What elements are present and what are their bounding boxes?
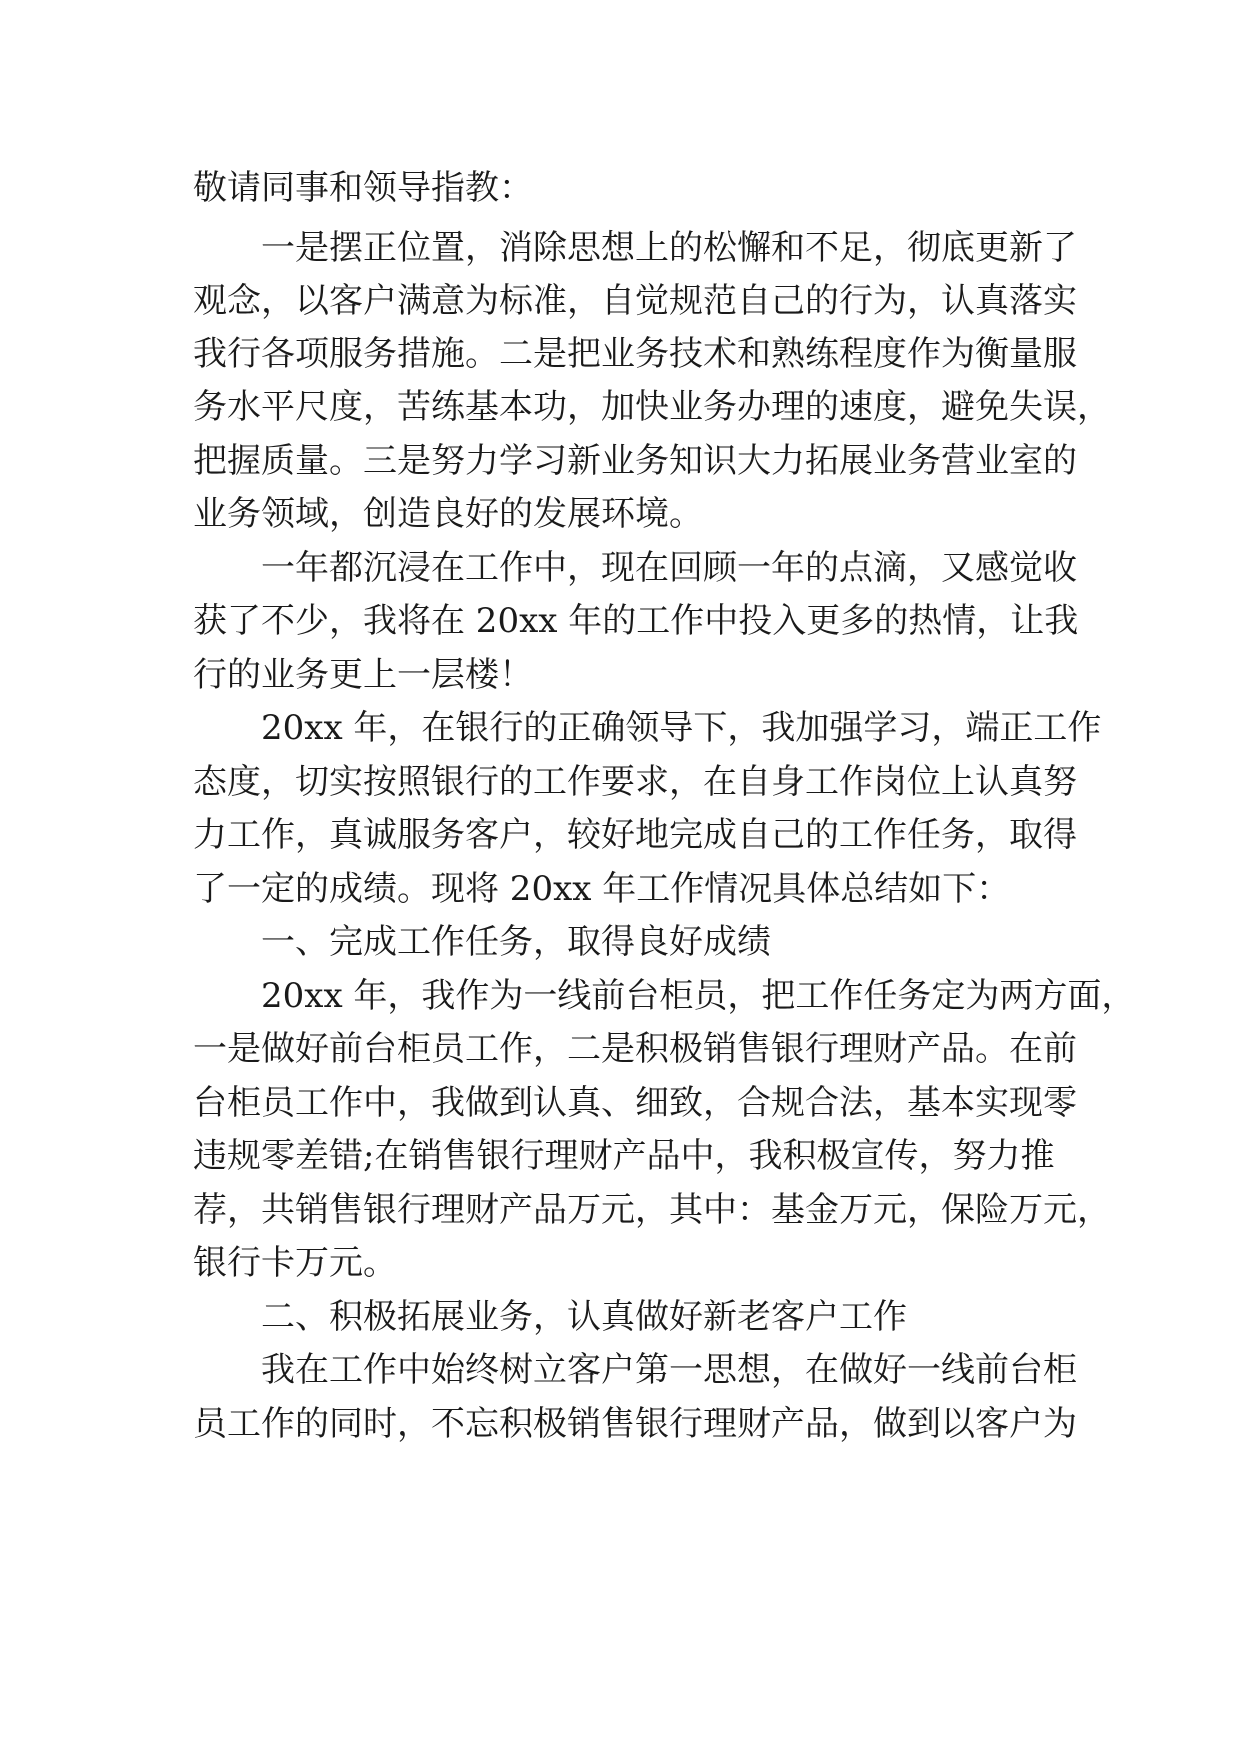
section-heading: 一、完成工作任务，取得良好成绩 [193, 922, 771, 962]
text-line: 力工作，真诚服务客户，较好地完成自己的工作任务，取得 [193, 815, 1077, 855]
text-line: 了一定的成绩。现将 20xx 年工作情况具体总结如下： [193, 869, 1011, 909]
text-line: 台柜员工作中，我做到认真、细致，合规合法，基本实现零 [193, 1083, 1077, 1123]
text-line: 银行卡万元。 [193, 1243, 397, 1283]
text-line: 我在工作中始终树立客户第一思想，在做好一线前台柜 [193, 1350, 1077, 1390]
text-line: 把握质量。三是努力学习新业务知识大力拓展业务营业室的 [193, 441, 1077, 481]
text-line: 观念，以客户满意为标准，自觉规范自己的行为，认真落实 [193, 281, 1077, 321]
text-line: 行的业务更上一层楼！ [193, 655, 533, 695]
text-line: 务水平尺度，苦练基本功，加快业务办理的速度，避免失误， [193, 387, 1111, 427]
text-line: 我行各项服务措施。二是把业务技术和熟练程度作为衡量服 [193, 334, 1077, 374]
text-line: 员工作的同时，不忘积极销售银行理财产品，做到以客户为 [193, 1404, 1077, 1444]
text-line: 一是做好前台柜员工作，二是积极销售银行理财产品。在前 [193, 1029, 1077, 1069]
text-line: 一年都沉浸在工作中，现在回顾一年的点滴，又感觉收 [193, 548, 1077, 588]
text-line: 一是摆正位置，消除思想上的松懈和不足，彻底更新了 [193, 228, 1077, 268]
text-line: 荐，共销售银行理财产品万元，其中：基金万元，保险万元， [193, 1190, 1111, 1230]
text-line: 敬请同事和领导指教： [193, 168, 533, 208]
text-line: 态度，切实按照银行的工作要求，在自身工作岗位上认真努 [193, 762, 1077, 802]
text-line: 获了不少，我将在 20xx 年的工作中投入更多的热情，让我 [193, 601, 1079, 641]
text-line: 违规零差错;在销售银行理财产品中，我积极宣传，努力推 [193, 1136, 1055, 1176]
text-line: 业务领域，创造良好的发展环境。 [193, 494, 703, 534]
text-line: 20xx 年，我作为一线前台柜员，把工作任务定为两方面， [193, 976, 1136, 1016]
section-heading: 二、积极拓展业务，认真做好新老客户工作 [193, 1297, 907, 1337]
text-line: 20xx 年，在银行的正确领导下，我加强学习，端正工作 [193, 708, 1102, 748]
